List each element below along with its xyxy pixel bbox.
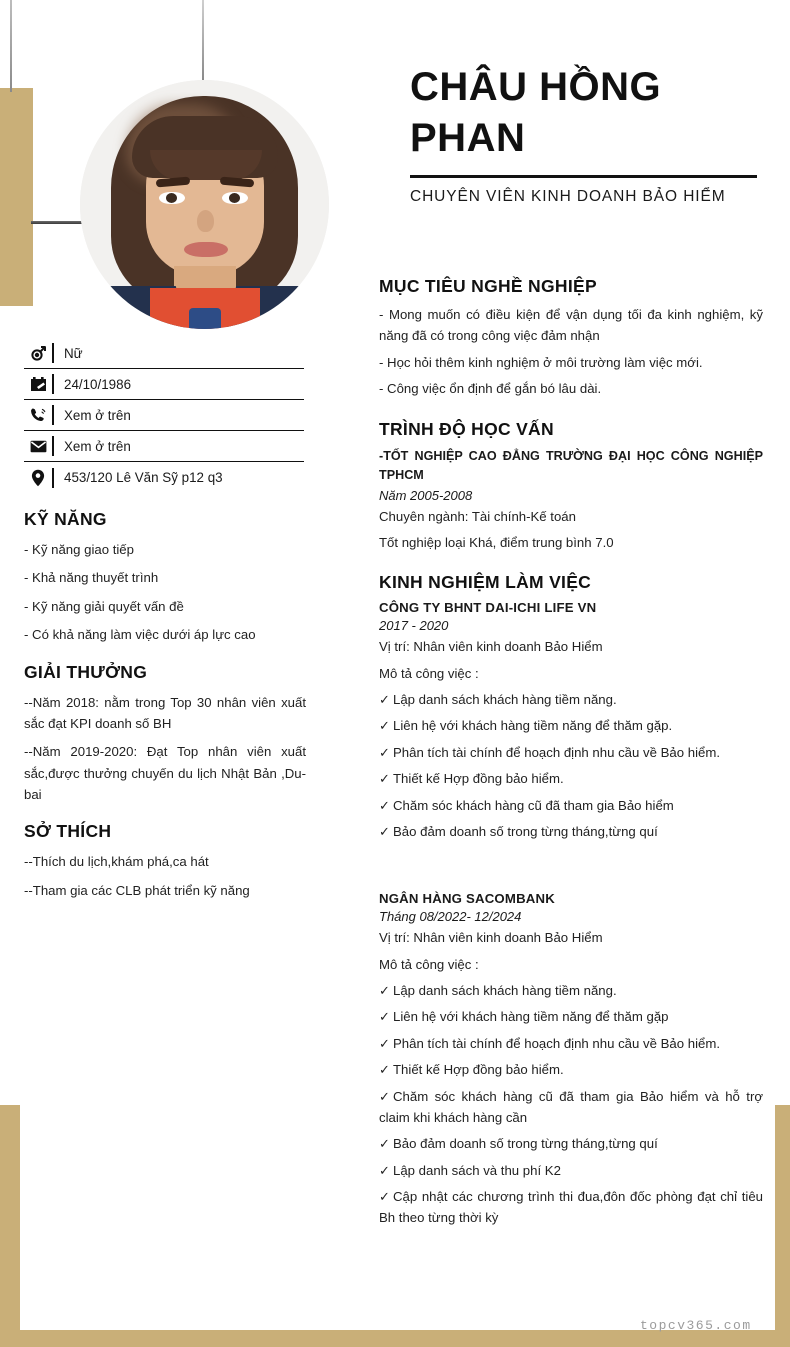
- experience-bullet: ✓ Chăm sóc khách hàng cũ đã tham gia Bảo hiểm: [379, 797, 674, 813]
- skills-heading: KỸ NĂNG: [24, 509, 107, 529]
- education-section: [379, 419, 763, 554]
- experience-org: CÔNG TY BHNT DAI-ICHI LIFE VN: [379, 600, 597, 616]
- location-icon: [24, 468, 54, 488]
- decorative-vertical-line-left: [10, 0, 12, 92]
- experience-bullet: ✓ Thiết kế Hợp đồng bảo hiểm.: [379, 771, 564, 787]
- skill-item: - Khả năng thuyết trình: [24, 570, 159, 586]
- candidate-job-title: CHUYÊN VIÊN KINH DOANH BẢO HIỂM: [410, 188, 726, 205]
- experience-period: Tháng 08/2022- 12/2024: [379, 909, 522, 925]
- experience-bullet: ✓ Lập danh sách và thu phí K2: [379, 1162, 561, 1178]
- experience-bullet: ✓ Cập nhật các chương trình thi đua,đôn đốc phòng đạt chỉ tiêu Bh theo từng thời kỳ: [379, 1189, 763, 1226]
- objective-heading: MỤC TIÊU NGHỀ NGHIỆP: [379, 276, 597, 296]
- hobby-item: --Tham gia các CLB phát triển kỹ năng: [24, 882, 250, 898]
- contact-value-phone: Xem ở trên: [64, 407, 131, 423]
- experience-bullet: ✓ Phân tích tài chính để hoạch định nhu cầu về Bảo hiểm.: [379, 744, 720, 760]
- gold-accent-bottom-right: [775, 1105, 790, 1333]
- contact-row-address: [24, 462, 304, 493]
- experience-period: 2017 - 2020: [379, 618, 449, 634]
- contact-row-birthdate: [24, 369, 304, 400]
- education-major: Chuyên ngành: Tài chính-Kế toán: [379, 508, 576, 524]
- experience-org: NGÂN HÀNG SACOMBANK: [379, 891, 555, 907]
- experience-desc-label: Mô tả công việc :: [379, 956, 479, 972]
- phone-icon: [24, 405, 54, 425]
- experience-bullet: ✓ Lập danh sách khách hàng tiềm năng.: [379, 692, 617, 708]
- education-heading: TRÌNH ĐỘ HỌC VẤN: [379, 418, 554, 439]
- hobbies-heading: SỞ THÍCH: [24, 821, 112, 842]
- experience-section: [379, 572, 763, 1229]
- candidate-name: CHÂU HỒNG PHAN: [410, 65, 662, 161]
- experience-position: Vị trí: Nhân viên kinh doanh Bảo Hiểm: [379, 639, 603, 655]
- skill-item: - Kỹ năng giao tiếp: [24, 542, 134, 557]
- profile-photo: [80, 80, 329, 329]
- experience-bullet: ✓ Chăm sóc khách hàng cũ đã tham gia Bảo hiểm và hỗ trợ claim khi khách hàng cần: [379, 1088, 763, 1125]
- award-item: --Năm 2018: nằm trong Top 30 nhân viên xuất sắc đạt KPI doanh số BH: [24, 694, 306, 731]
- email-icon: [24, 436, 54, 456]
- experience-desc-label: Mô tả công việc :: [379, 665, 479, 681]
- experience-bullet: ✓ Bảo đảm doanh số trong từng tháng,từng quí: [379, 1136, 658, 1152]
- skills-section: [24, 509, 306, 646]
- contact-value-gender: Nữ: [64, 345, 83, 361]
- gender-icon: [24, 343, 54, 363]
- name-divider: [410, 175, 757, 178]
- education-result: Tốt nghiệp loại Khá, điểm trung bình 7.0: [379, 534, 614, 550]
- experience-position: Vị trí: Nhân viên kinh doanh Bảo Hiểm: [379, 930, 603, 946]
- experience-bullet: ✓ Bảo đảm doanh số trong từng tháng,từng quí: [379, 823, 658, 839]
- award-item: --Năm 2019-2020: Đạt Top nhân viên xuất sắc,được thưởng chuyến du lịch Nhật Bản ,Du-bai: [24, 744, 306, 802]
- education-school: -TỐT NGHIỆP CAO ĐẲNG TRƯỜNG ĐẠI HỌC CÔNG NGHIỆP TPHCM: [379, 448, 763, 483]
- contact-row-phone[interactable]: [24, 400, 304, 431]
- awards-section: [24, 662, 306, 806]
- objective-item: - Mong muốn có điều kiện để vận dụng tối đa kinh nghiệm, kỹ năng đã có trong công việc đảm nhận: [379, 307, 763, 344]
- hobbies-section: [24, 821, 306, 901]
- experience-entry: [379, 891, 763, 1229]
- experience-bullet: ✓ Liên hệ với khách hàng tiềm năng để thăm gặp.: [379, 718, 673, 734]
- experience-bullet: ✓ Phân tích tài chính để hoạch định nhu cầu về Bảo hiểm.: [379, 1035, 720, 1051]
- calendar-icon: [24, 374, 54, 394]
- objective-section: [379, 276, 763, 400]
- experience-heading: KINH NGHIỆM LÀM VIỆC: [379, 572, 592, 593]
- contact-list: [24, 338, 304, 493]
- contact-row-email[interactable]: [24, 431, 304, 462]
- contact-value-address: 453/120 Lê Văn Sỹ p12 q3: [64, 470, 223, 485]
- main-column: [379, 276, 763, 1234]
- experience-entry: [379, 600, 763, 842]
- skill-item: - Kỹ năng giải quyết vấn đề: [24, 598, 184, 614]
- objective-item: - Học hỏi thêm kinh nghiệm ở môi trường làm việc mới.: [379, 354, 703, 370]
- sidebar-column: [24, 338, 306, 908]
- education-period: Năm 2005-2008: [379, 487, 473, 503]
- contact-row-gender: [24, 338, 304, 369]
- awards-heading: GIẢI THƯỞNG: [24, 661, 148, 682]
- objective-item: - Công việc ổn định để gắn bó lâu dài.: [379, 381, 602, 397]
- experience-bullet: ✓ Lập danh sách khách hàng tiềm năng.: [379, 983, 617, 999]
- hobby-item: --Thích du lịch,khám phá,ca hát: [24, 854, 209, 870]
- site-watermark: topcv365.com: [640, 1318, 752, 1333]
- experience-bullet: ✓ Thiết kế Hợp đồng bảo hiểm.: [379, 1062, 564, 1078]
- skill-item: - Có khả năng làm việc dưới áp lực cao: [24, 627, 256, 643]
- gold-accent-bottom-left: [0, 1105, 20, 1333]
- contact-value-birthdate: 24/10/1986: [64, 376, 132, 392]
- contact-value-email: Xem ở trên: [64, 438, 131, 454]
- experience-bullet: ✓ Liên hệ với khách hàng tiềm năng để thăm gặp: [379, 1009, 669, 1025]
- decorative-vertical-line-mid: [202, 0, 204, 80]
- gold-accent-top-left: [0, 88, 33, 306]
